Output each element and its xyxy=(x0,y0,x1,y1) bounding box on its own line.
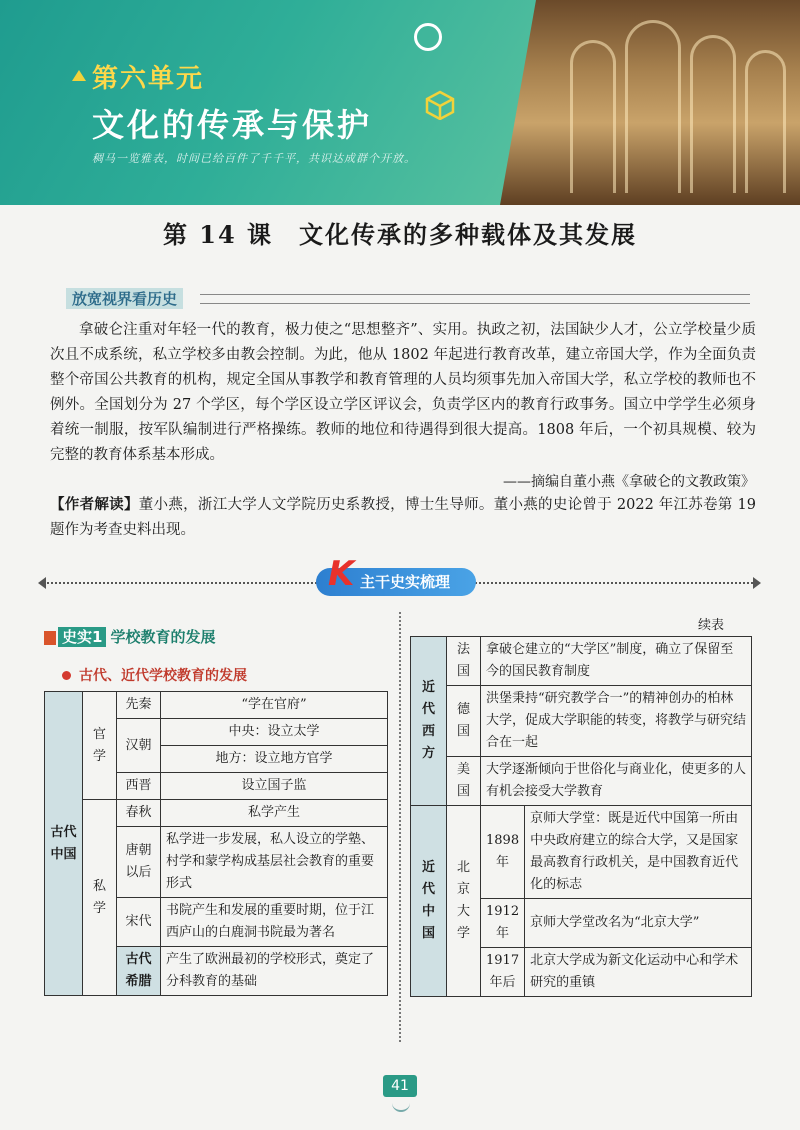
cube-decoration-icon xyxy=(425,90,455,120)
fact-heading xyxy=(44,626,215,647)
table-cell: 京师大学堂改名为“北京大学” xyxy=(525,899,752,948)
triangle-decoration-icon xyxy=(72,70,86,81)
banner-slogan: 稠马一览雅表，时间已给百件了千千平，共识达成群个开放。 xyxy=(92,152,416,165)
section-header xyxy=(50,290,750,306)
left-arrow-icon xyxy=(38,577,46,589)
modern-west-cell: 近代西方 xyxy=(411,637,447,806)
column-divider xyxy=(399,612,401,1042)
main-facts-badge xyxy=(316,554,476,596)
author-note-label: 【作者解读】 xyxy=(50,497,139,513)
author-note xyxy=(50,493,756,543)
unit-banner xyxy=(0,0,800,205)
guanxue-cell: 官学 xyxy=(83,692,117,800)
table-cell: 美国 xyxy=(447,757,481,806)
modern-china-cell: 近代中国 xyxy=(411,806,447,997)
table-cell: 唐朝以后 xyxy=(117,827,161,898)
table-cell: 春秋 xyxy=(117,800,161,827)
table-cell: 地方：设立地方官学 xyxy=(161,746,388,773)
ancient-education-table xyxy=(44,691,388,996)
source-citation: ——摘编自董小燕《拿破仑的文教政策》 xyxy=(503,474,755,490)
table-cell: “学在官府” xyxy=(161,692,388,719)
bullet-icon xyxy=(62,671,71,680)
table-cell: 北京大学成为新文化运动中心和学术研究的重镇 xyxy=(525,948,752,997)
table-cell: 西晋 xyxy=(117,773,161,800)
table-cell: 书院产生和发展的重要时期，位于江西庐山的白鹿洞书院最为著名 xyxy=(161,898,388,947)
table-cell: 设立国子监 xyxy=(161,773,388,800)
banner-hall-photo xyxy=(500,0,800,205)
table-cell: 1912 年 xyxy=(481,899,525,948)
table-cell: 1917 年后 xyxy=(481,948,525,997)
unit-label: 第六单元 xyxy=(92,64,205,94)
table-cell: 宋代 xyxy=(117,898,161,947)
table-cell: 京师大学堂：既是近代中国第一所由中央政府建立的综合大学，又是国家最高教育行政机关，是中国教育近代化的标志 xyxy=(525,806,752,899)
table-cell: 北京大学 xyxy=(447,806,481,997)
author-note-text: 董小燕，浙江大学人文学院历史系教授，博士生导师。董小燕的史论曾于 2022 年江苏卷第 19 题作为考查史料出现。 xyxy=(50,497,757,538)
ancient-china-cell: 古代中国 xyxy=(45,692,83,996)
badge-label: 主干史实梳理 xyxy=(360,573,451,591)
k-letter-icon: K xyxy=(328,554,355,594)
modern-education-table xyxy=(410,636,752,997)
continued-label: 续表 xyxy=(698,618,725,633)
table-cell: 法国 xyxy=(447,637,481,686)
table-cell: 中央：设立太学 xyxy=(161,719,388,746)
fact-title: 学校教育的发展 xyxy=(110,628,216,646)
table-cell: 洪堡秉持“研究教学合一”的精神创办的柏林大学，促成大学职能的转变，将教学与研究结合在一起 xyxy=(481,686,752,757)
table-cell: 产生了欧洲最初的学校形式，奠定了分科教育的基础 xyxy=(161,947,388,996)
table-cell: 1898 年 xyxy=(481,806,525,899)
subheading-text: 古代、近代学校教育的发展 xyxy=(79,668,247,684)
intro-paragraph: 拿破仑注重对年轻一代的教育，极力使之“思想整齐”、实用。执政之初，法国缺少人才，公立学校量少质次且不成系统，私立学校多由教会控制。为此，他从 1802 年起进行教育改革，建立帝国大学，作为全面负责整个帝国公共教育的机构，规定全国从事教学和教育管理的人员均须事先加入帝国大学，私立学校的教师也不例外。全国划分为 27 个学区，每个学区设立学区评议会，负责学区内的教育行政事务。国立中学学生必须身着统一制服，按军队编制进行严格操练。教师的地位和待遇得到很大提高。1808 年后，一个初具规模、较为完整的教育体系基本形成。 xyxy=(50,322,756,463)
page-decoration-icon xyxy=(392,1100,410,1112)
sixue-cell: 私学 xyxy=(83,800,117,996)
table-cell: 先秦 xyxy=(117,692,161,719)
circle-decoration-icon xyxy=(414,23,442,51)
table-cell: 拿破仑建立的“大学区”制度，确立了保留至今的国民教育制度 xyxy=(481,637,752,686)
table-cell: 大学逐渐倾向于世俗化与商业化，使更多的人有机会接受大学教育 xyxy=(481,757,752,806)
section-tag: 放宽视界看历史 xyxy=(66,288,183,309)
table-cell: 私学产生 xyxy=(161,800,388,827)
table-cell: 私学进一步发展，私人设立的学塾、村学和蒙学构成基层社会教育的重要形式 xyxy=(161,827,388,898)
right-arrow-icon xyxy=(753,577,761,589)
table-cell: 汉朝 xyxy=(117,719,161,773)
fact-tag: 史实1 xyxy=(58,627,106,647)
book-icon xyxy=(44,631,56,645)
subheading xyxy=(62,665,247,685)
page-number: 41 xyxy=(383,1075,417,1097)
lesson-title: 第 14 课 文化传承的多种载体及其发展 xyxy=(162,220,638,249)
greece-cell: 古代希腊 xyxy=(117,947,161,996)
unit-title: 文化的传承与保护 xyxy=(92,106,373,144)
table-cell: 德国 xyxy=(447,686,481,757)
